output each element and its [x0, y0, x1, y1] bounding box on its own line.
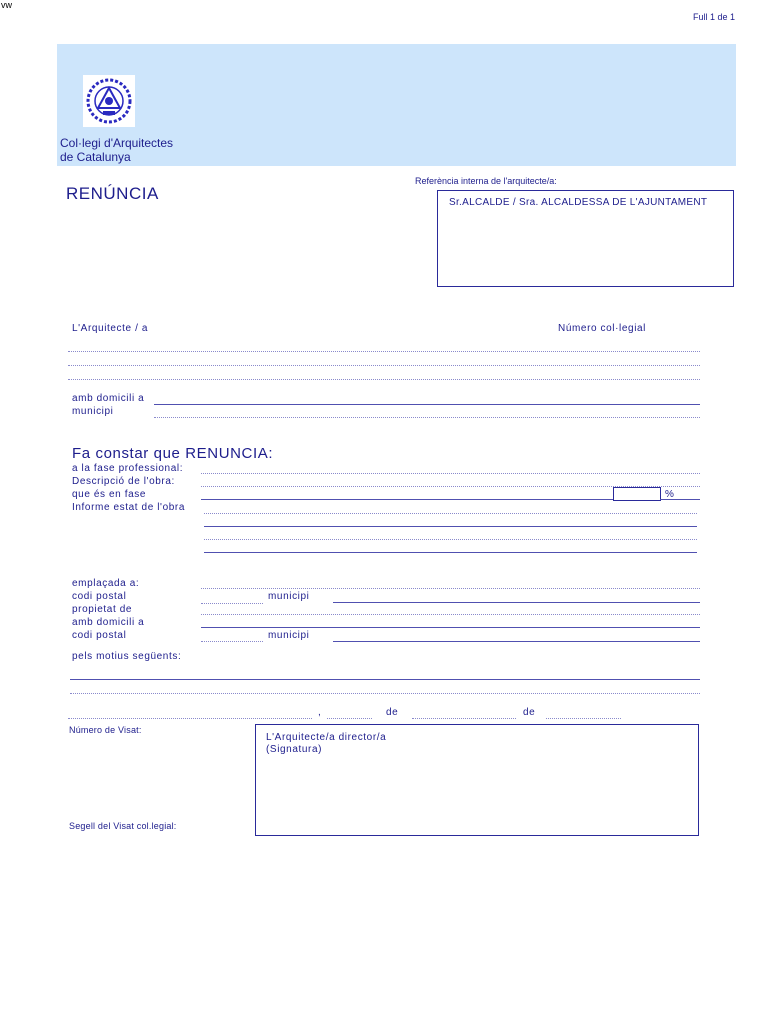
municipality-label: municipi — [72, 406, 114, 417]
current-phase-label: que és en fase — [72, 489, 147, 500]
architect-name-line-1[interactable] — [68, 351, 700, 352]
owner-postal-code-label: codi postal — [72, 630, 127, 641]
description-label: Descripció de l'obra: — [72, 476, 175, 487]
located-field[interactable] — [201, 588, 700, 589]
internal-reference-label: Referència interna de l'arquitecte/a: — [415, 176, 557, 186]
corner-mark: vw — [1, 0, 12, 10]
org-line-2: de Catalunya — [60, 150, 131, 164]
postal-code-field[interactable] — [201, 603, 263, 604]
college-logo-icon — [83, 75, 135, 127]
visa-number-label: Número de Visat: — [69, 725, 142, 735]
date-de-2: de — [523, 707, 536, 718]
owner-municipality-label: municipi — [268, 630, 310, 641]
architect-label: L'Arquitecte / a — [72, 323, 148, 334]
owner-domicile-label: amb domicili a — [72, 617, 145, 628]
percent-symbol: % — [665, 489, 675, 500]
location-municipality-field[interactable] — [333, 602, 700, 603]
report-line-4[interactable] — [204, 552, 697, 553]
visa-seal-label: Segell del Visat col.legial: — [69, 821, 177, 831]
architect-name-line-3[interactable] — [68, 379, 700, 380]
phase-label: a la fase professional: — [72, 463, 184, 474]
org-line-1: Col·legi d'Arquitectes — [60, 136, 174, 150]
report-label: Informe estat de l'obra — [72, 502, 185, 513]
owner-postal-code-field[interactable] — [201, 641, 263, 642]
date-comma: , — [318, 707, 322, 718]
reasons-line-2[interactable] — [70, 693, 700, 694]
percent-input[interactable] — [613, 487, 661, 501]
day-field[interactable] — [327, 718, 372, 719]
phase-field[interactable] — [201, 473, 700, 474]
year-field[interactable] — [546, 718, 621, 719]
owner-municipality-field[interactable] — [333, 641, 700, 642]
report-line-1[interactable] — [204, 513, 697, 514]
reasons-line-1[interactable] — [70, 679, 700, 680]
report-line-3[interactable] — [204, 539, 697, 540]
municipality-field[interactable] — [154, 417, 700, 418]
owner-field[interactable] — [201, 614, 700, 615]
addressee-text: Sr.ALCALDE / Sra. ALCALDESSA DE L'AJUNTAMENT — [449, 197, 708, 208]
organization-name — [60, 136, 173, 164]
place-field[interactable] — [68, 718, 312, 719]
located-label: emplaçada a: — [72, 578, 140, 589]
page-info: Full 1 de 1 — [692, 12, 735, 22]
signature-line-1: L'Arquitecte/a director/a — [266, 732, 387, 743]
document-title: RENÚNCIA — [66, 184, 159, 203]
reasons-label: pels motius següents: — [72, 651, 182, 662]
month-field[interactable] — [412, 718, 516, 719]
report-line-2[interactable] — [204, 526, 697, 527]
postal-code-label: codi postal — [72, 591, 127, 602]
architect-name-line-2[interactable] — [68, 365, 700, 366]
domicile-field[interactable] — [154, 404, 700, 405]
domicile-label: amb domicili a — [72, 393, 145, 404]
signature-line-2: (Signatura) — [266, 744, 323, 755]
renounce-section-title: Fa constar que RENUNCIA: — [72, 445, 274, 462]
location-municipality-label: municipi — [268, 591, 310, 602]
owner-label: propietat de — [72, 604, 133, 615]
college-number-label: Número col·legial — [558, 323, 647, 334]
date-de-1: de — [386, 707, 399, 718]
owner-domicile-field[interactable] — [201, 627, 700, 628]
percent-underline — [660, 499, 700, 500]
current-phase-field[interactable] — [201, 499, 613, 500]
